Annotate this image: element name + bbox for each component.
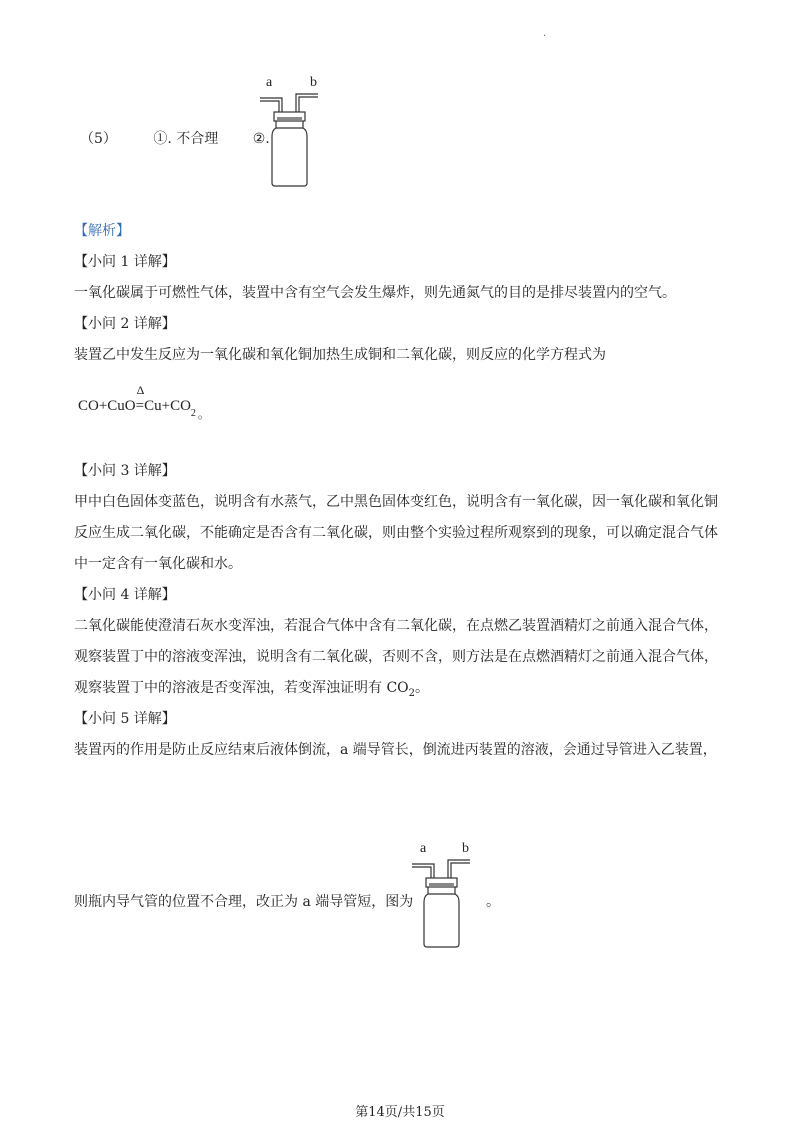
section-3-line-1: 甲中白色固体变蓝色，说明含有水蒸气，乙中黑色固体变红色，说明含有一氧化碳，因一氧化碳和氧化铜: [74, 494, 718, 510]
equation-eq-sign: =: [135, 398, 145, 414]
equation-right-subscript: 2: [190, 408, 196, 419]
section-2-text: 装置乙中发生反应为一氧化碳和氧化铜加热生成铜和二氧化碳，则反应的化学方程式为: [74, 347, 606, 363]
section-1-text: 一氧化碳属于可燃性气体，装置中含有空气会发生爆炸，则先通氮气的目的是排尽装置内的空气。: [74, 285, 676, 301]
section-3-line-2: 反应生成二氧化碳，不能确定是否含有二氧化碳，则由整个实验过程所观察到的现象，可以确定混合气体: [74, 525, 718, 541]
section-4-line-3: [74, 677, 429, 699]
bottle-label-a: a: [266, 75, 273, 90]
co2-subscript: 2: [408, 687, 416, 699]
equation-end: 。: [197, 407, 210, 421]
bottle-label-b: b: [310, 75, 317, 90]
corrected-label-a: a: [420, 841, 427, 856]
gas-bottle-figure: [258, 70, 338, 190]
gas-bottle-diagram-top: [258, 70, 338, 190]
analysis-title: 【解析】: [74, 223, 130, 239]
section-4-heading: 【小问 4 详解】: [74, 587, 176, 603]
equation-condition: Δ: [136, 383, 145, 397]
section-3-line-3: 中一定含有一氧化碳和水。: [74, 556, 242, 572]
section-3-heading: 【小问 3 详解】: [74, 463, 176, 479]
section-2-heading: 【小问 2 详解】: [74, 316, 176, 332]
gas-bottle-diagram-corrected: [408, 836, 488, 956]
corrected-label-b: b: [462, 841, 469, 856]
answer-number: （5）: [80, 131, 117, 147]
answer-choice-1: ①. 不合理: [153, 131, 219, 147]
section-4-line-3-text: 观察装置丁中的溶液是否变浑浊，若变浑浊证明有 CO: [74, 680, 409, 696]
section-5-heading: 【小问 5 详解】: [74, 711, 176, 727]
answer-choice-2: ②.: [252, 131, 270, 147]
equation-right: Cu+CO: [144, 398, 191, 414]
section-5-text: 装置丙的作用是防止反应结束后液体倒流，a 端导管长，倒流进丙装置的溶液，会通过导管进入乙装置，: [74, 742, 717, 758]
equation-left: CO+CuO: [78, 398, 136, 414]
answer-line: [80, 128, 270, 148]
page-dot: .: [543, 28, 547, 39]
final-line-end: 。: [486, 894, 500, 910]
final-line-text: 则瓶内导气管的位置不合理，改正为 a 端导管短，图为: [74, 894, 414, 910]
chemical-equation: [78, 383, 210, 421]
section-4-line-2: 观察装置丁中的溶液变浑浊，说明含有二氧化碳，否则不含，则方法是在点燃酒精灯之前通入混合气体，: [74, 649, 718, 665]
equation-condition-wrap: [135, 383, 145, 415]
section-4-line-3-end: 。: [415, 680, 430, 696]
section-1-heading: 【小问 1 详解】: [74, 254, 176, 270]
section-4-line-1: 二氧化碳能使澄清石灰水变浑浊，若混合气体中含有二氧化碳，在点燃乙装置酒精灯之前通入混合气体，: [74, 618, 718, 634]
page-footer: 第14页/共15页: [355, 1105, 445, 1120]
corrected-bottle-figure: [408, 836, 488, 956]
